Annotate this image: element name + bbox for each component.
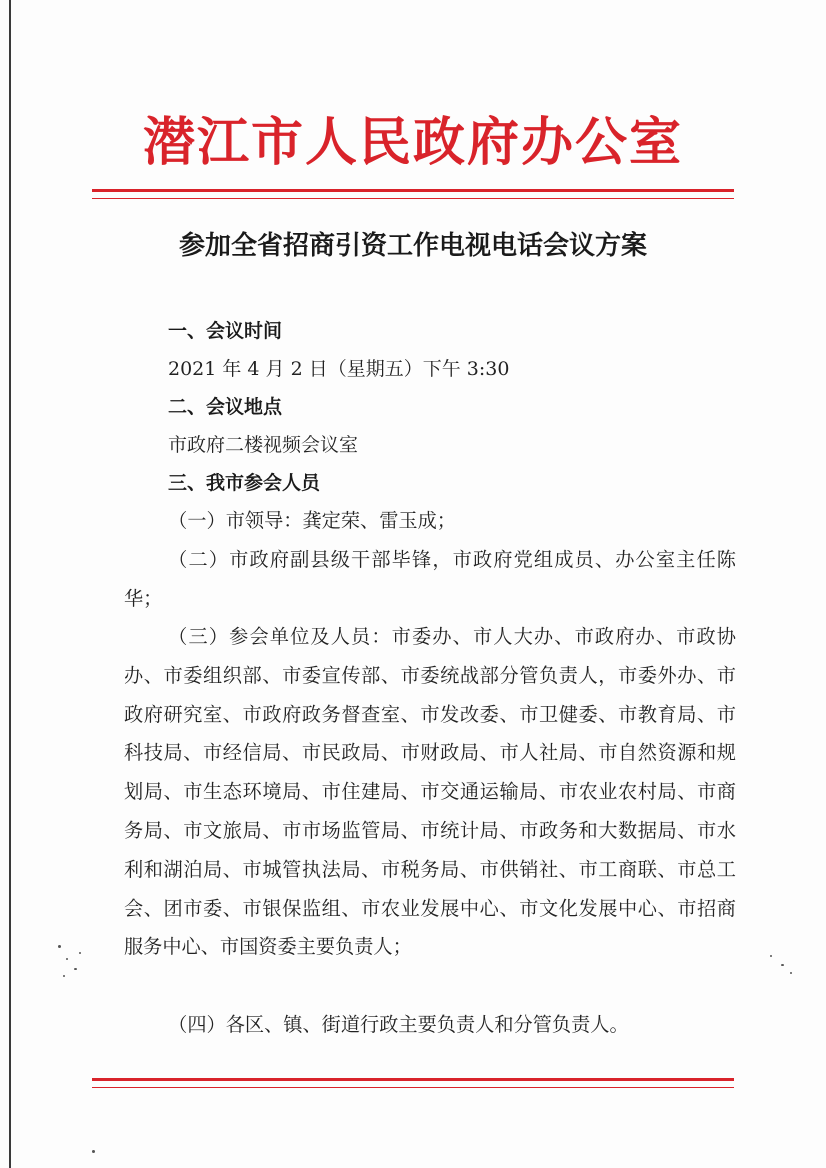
letterhead-title: 潜江市人民政府办公室	[142, 112, 683, 173]
letterhead-rule-thick	[92, 189, 734, 192]
scan-speck	[74, 968, 77, 970]
attendees-item-2: （二）市政府副县级干部毕锋，市政府党组成员、办公室主任陈华；	[124, 548, 736, 610]
attendees-item-4: （四）各区、镇、街道行政主要负责人和分管负责人。	[168, 1013, 629, 1036]
meeting-time: 2021 年 4 月 2 日（星期五）下午 3:30	[168, 358, 510, 380]
scan-speck	[66, 958, 68, 960]
footer-rule-thin	[92, 1087, 734, 1088]
scan-speck	[92, 1150, 95, 1153]
scan-speck	[58, 945, 61, 948]
footer-rule-thick	[92, 1078, 734, 1081]
letterhead-rule-thin	[92, 198, 734, 199]
scan-speck	[790, 972, 792, 974]
section-heading-attendees: 三、我市参会人员	[168, 472, 321, 494]
scan-speck	[63, 975, 65, 977]
section-heading-time: 一、会议时间	[168, 320, 283, 342]
document-title: 参加全省招商引资工作电视电话会议方案	[178, 231, 647, 261]
meeting-location: 市政府二楼视频会议室	[168, 434, 359, 456]
scan-speck	[79, 952, 81, 954]
attendees-item-1: （一）市领导：龚定荣、雷玉成；	[168, 509, 456, 532]
attendees-item-3: （三）参会单位及人员：市委办、市人大办、市政府办、市政协办、市委组织部、市委宣传部、市委统战部分管负责人，市委外办、市政府研究室、市政府政务督查室、市发改委、市卫健委、市教育局、市科技局、市经信局、市民政局、市财政局、市人社局、市自然资源和规划局、市生态环境局、市住建局、市交通运输局、市农业农村局、市商务局、市文旅局、市市场监管局、市统计局、市政务和大数据局、市水利和湖泊局、市城管执法局、市税务局、市供销社、市工商联、市总工会、团市委、市银保监组、市农业发展中心、市文化发展中心、市招商服务中心、市国资委主要负责人；	[124, 625, 736, 959]
scan-speck	[781, 964, 784, 966]
scan-speck	[770, 955, 772, 957]
section-heading-location: 二、会议地点	[168, 396, 283, 418]
